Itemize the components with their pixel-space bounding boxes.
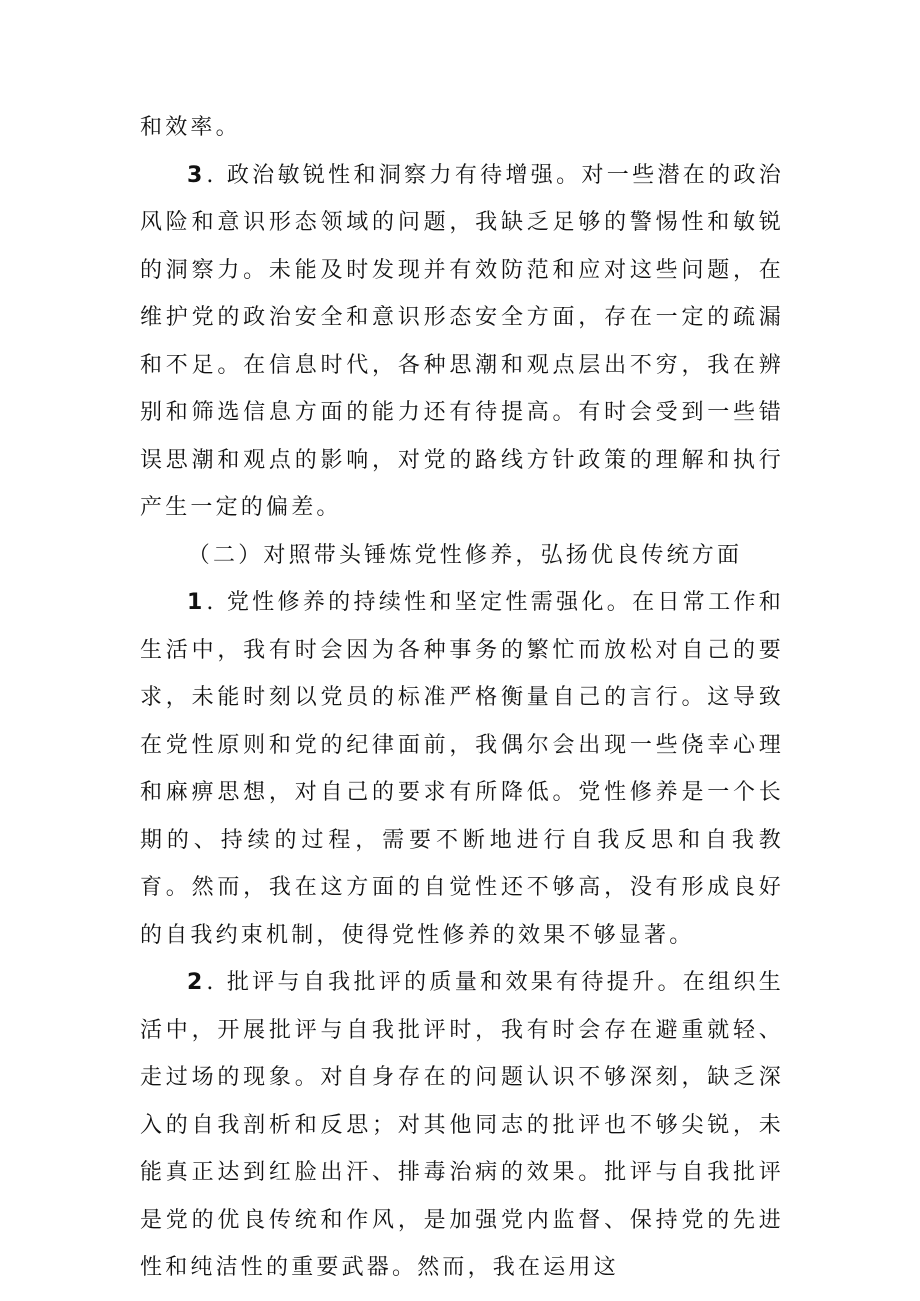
paragraph-text: . 政治敏锐性和洞察力有待增强。对一些潜在的政治风险和意识形态领域的问题，我缺乏足够的警惕性和敏锐的洞察力。未能及时发现并有效防范和应对这些问题，在维护党的政治安全和意识形态安全方面，存在一定的疏漏和不足。在信息时代，各种思潮和观点层出不穷，我在辨别和筛选信息方面的能力还有待提高。有时会受到一些错误思潮和观点的影响，对党的路线方针政策的理解和执行产生一定的偏差。 [140, 162, 784, 520]
paragraph-continuation: 和效率。 [140, 115, 241, 140]
item-number: 1 [187, 590, 203, 615]
paragraph-text: . 党性修养的持续性和坚定性需强化。在日常工作和生活中，我有时会因为各种事务的繁忙而放松对自己的要求，未能时刻以党员的标准严格衡量自己的言行。这导致在党性原则和党的纪律面前，我偶尔会出现一些侥幸心理和麻痹思想，对自己的要求有所降低。党性修养是一个长期的、持续的过程，需要不断地进行自我反思和自我教育。然而，我在这方面的自觉性还不够高，没有形成良好的自我约束机制，使得党性修养的效果不够显著。 [140, 590, 784, 948]
paragraph-item-2 [140, 959, 784, 1292]
item-number: 2 [187, 970, 203, 995]
document-page [140, 104, 784, 1292]
paragraph-item-3 [140, 152, 784, 532]
paragraph-item-1 [140, 579, 784, 959]
item-number: 3 [187, 162, 203, 188]
paragraph-text: . 批评与自我批评的质量和效果有待提升。在组织生活中，开展批评与自我批评时，我有时会存在避重就轻、走过场的现象。对自身存在的问题认识不够深刻，缺乏深入的自我剖析和反思；对其他同志的批评也不够尖锐，未能真正达到红脸出汗、排毒治病的效果。批评与自我批评是党的优良传统和作风，是加强党内监督、保持党的先进性和纯洁性的重要武器。然而，我在运用这 [140, 970, 784, 1280]
section-heading: （二）对照带头锤炼党性修养，弘扬优良传统方面 [187, 542, 743, 568]
